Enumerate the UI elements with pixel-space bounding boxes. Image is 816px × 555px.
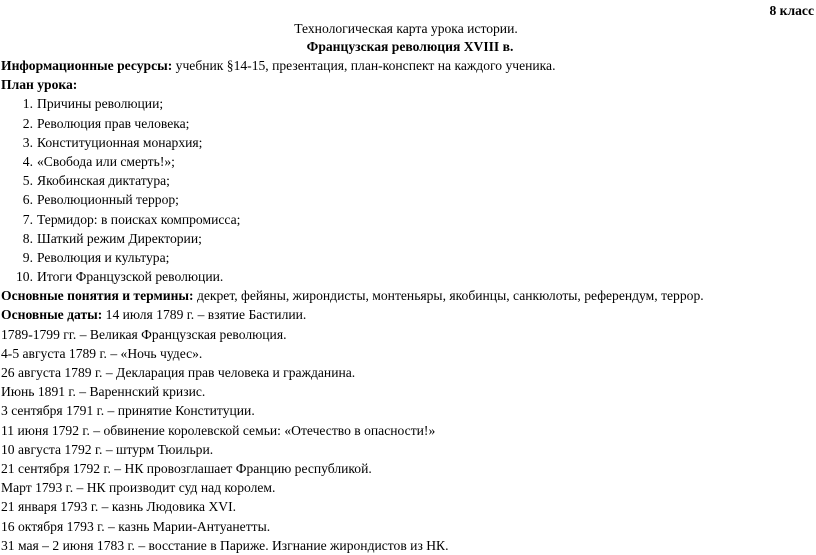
plan-item-number: 6. — [22, 192, 33, 208]
date-entry: Март 1793 г. – НК производит суд над королем. — [1, 480, 276, 496]
concepts-text: декрет, фейяны, жирондисты, монтеньяры, якобинцы, санкюлоты, референдум, террор. — [193, 288, 704, 304]
plan-item — [1, 210, 813, 229]
plan-label: План урока: — [1, 77, 78, 93]
date-entry: 1789-1799 гг. – Великая Французская революция. — [1, 326, 287, 342]
plan-item — [1, 190, 813, 209]
resources-line — [1, 56, 813, 75]
plan-list — [1, 94, 813, 286]
document-subtitle: Французская революция XVIII в. — [306, 39, 514, 54]
plan-item — [1, 152, 813, 171]
resources-label: Информационные ресурсы: — [1, 58, 173, 73]
concepts-label: Основные понятия и термины: — [1, 288, 194, 304]
plan-item-number: 1. — [22, 96, 33, 112]
plan-item-text: Революция прав человека; — [37, 115, 190, 131]
dates-label: Основные даты: — [1, 307, 103, 323]
plan-item-text: Термидор: в поисках компромисса; — [37, 211, 241, 227]
grade-label: 8 класс — [769, 3, 814, 18]
date-entry: 4-5 августа 1789 г. – «Ночь чудес». — [1, 345, 203, 361]
dates-first: 14 июля 1789 г. – взятие Бастилии. — [102, 307, 307, 323]
plan-item-number: 3. — [22, 134, 33, 150]
date-entry: Июнь 1891 г. – Вареннский кризис. — [1, 384, 206, 400]
document-title: Технологическая карта урока истории. — [294, 21, 518, 36]
plan-item — [1, 267, 813, 286]
plan-item — [1, 114, 813, 133]
plan-item-text: Революционный террор; — [37, 192, 179, 208]
date-entry: 16 октября 1793 г. – казнь Марии-Антуанетты. — [1, 518, 271, 534]
plan-item-number: 8. — [22, 230, 33, 246]
plan-item-number: 2. — [22, 115, 33, 131]
plan-item-text: «Свобода или смерть!»; — [37, 153, 175, 169]
plan-item-text: Якобинская диктатура; — [37, 173, 170, 189]
dates-line — [1, 305, 813, 324]
plan-item-text: Причины революции; — [37, 96, 164, 112]
document-content — [1, 56, 813, 555]
plan-item-text: Революция и культура; — [37, 249, 170, 265]
resources-text: учебник §14-15, презентация, план-конспект на каждого ученика. — [172, 58, 556, 73]
plan-item — [1, 133, 813, 152]
plan-item — [1, 229, 813, 248]
date-entry: 21 сентября 1792 г. – НК провозглашает Францию республикой. — [1, 460, 372, 476]
plan-item-text: Конституционная монархия; — [37, 134, 203, 150]
plan-item-text: Итоги Французской революции. — [37, 269, 224, 285]
date-entry: 11 июня 1792 г. – обвинение королевской семьи: «Отечество в опасности!» — [1, 422, 436, 438]
plan-item — [1, 248, 813, 267]
date-entry: 10 августа 1792 г. – штурм Тюильри. — [1, 441, 214, 457]
plan-item-number: 7. — [22, 211, 33, 227]
date-entry: 31 мая – 2 июня 1783 г. – восстание в Париже. Изгнание жирондистов из НК. — [1, 537, 449, 553]
date-entry: 3 сентября 1791 г. – принятие Конституции. — [1, 403, 255, 419]
plan-item-number: 9. — [22, 249, 33, 265]
plan-item-number: 10. — [16, 269, 33, 285]
plan-item — [1, 94, 813, 113]
date-entry: 21 января 1793 г. – казнь Людовика XVI. — [1, 499, 237, 515]
plan-item-text: Шаткий режим Директории; — [37, 230, 202, 246]
plan-item-number: 5. — [22, 173, 33, 189]
plan-item — [1, 171, 813, 190]
date-entry: 26 августа 1789 г. – Декларация прав человека и гражданина. — [1, 365, 356, 380]
concepts-line — [1, 286, 813, 305]
plan-item-number: 4. — [22, 153, 33, 169]
